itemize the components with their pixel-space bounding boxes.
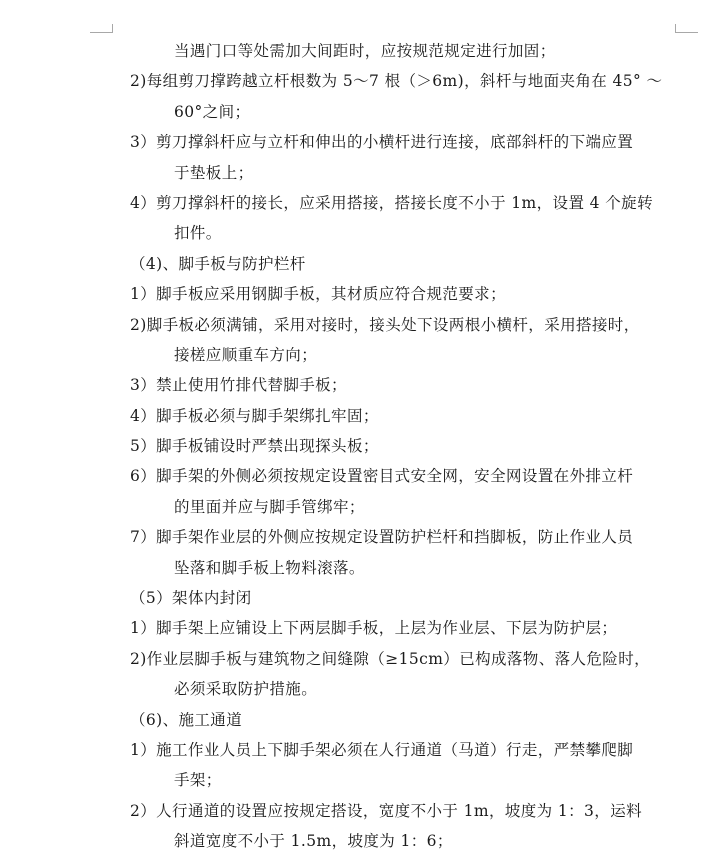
margin-corner-mark-right xyxy=(675,24,698,33)
list-item-line: 1）脚手板应采用钢脚手板，其材质应符合规范要求； xyxy=(130,285,506,304)
paragraph-line: 当遇门口等处需加大间距时，应按规范规定进行加固； xyxy=(174,42,556,60)
paragraph-line: 斜道宽度不小于 1.5m，坡度为 1：6； xyxy=(174,832,453,851)
paragraph-line: 必须采取防护措施。 xyxy=(174,680,318,699)
document-body xyxy=(112,36,692,857)
paragraph-line: 60°之间； xyxy=(174,102,251,121)
list-item-line: 2）人行通道的设置应按规定搭设，宽度不小于 1m，坡度为 1：3，运料 xyxy=(130,801,642,820)
list-item-line: 5）脚手板铺设时严禁出现探头板； xyxy=(130,437,379,456)
list-item-line: 7）脚手架作业层的外侧应按规定设置防护栏杆和挡脚板，防止作业人员 xyxy=(130,528,634,547)
list-item-line: 2)脚手板必须满铺，采用对接时，接头处下设两根小横杆，采用搭接时， xyxy=(130,315,640,334)
list-item-line: 3）剪刀撑斜杆应与立杆和伸出的小横杆进行连接，底部斜杆的下端应置 xyxy=(130,133,634,152)
margin-corner-mark-left xyxy=(90,24,113,33)
section-heading: （6)、施工通道 xyxy=(130,710,243,729)
paragraph-line: 坠落和脚手板上物料滚落。 xyxy=(174,558,365,577)
paragraph-line: 手架； xyxy=(174,771,222,790)
list-item-line: 2)每组剪刀撑跨越立杆根数为 5～7 根（＞6m)，斜杆与地面夹角在 45° ～ xyxy=(130,72,663,91)
paragraph-line: 的里面并应与脚手管绑牢； xyxy=(174,497,365,516)
paragraph-line: 接槎应顺重车方向； xyxy=(174,345,318,364)
list-item-line: 1）施工作业人员上下脚手架必须在人行通道（马道）行走，严禁攀爬脚 xyxy=(130,740,634,759)
list-item-line: 6）脚手架的外侧必须按规定设置密目式安全网，安全网设置在外排立杆 xyxy=(130,467,634,486)
list-item-line: 1）脚手架上应铺设上下两层脚手板，上层为作业层、下层为防护层； xyxy=(130,619,618,638)
section-heading: （4)、脚手板与防护栏杆 xyxy=(130,254,306,273)
list-item-line: 2)作业层脚手板与建筑物之间缝隙（≥15cm）已构成落物、落人危险时， xyxy=(130,649,650,668)
paragraph-line: 扣件。 xyxy=(174,224,222,243)
section-heading: （5）架体内封闭 xyxy=(130,589,252,608)
list-item-line: 4）脚手板必须与脚手架绑扎牢固； xyxy=(130,406,379,425)
paragraph-line: 于垫板上； xyxy=(174,163,254,182)
list-item-line: 4）剪刀撑斜杆的接长，应采用搭接，搭接长度不小于 1m，设置 4 个旋转 xyxy=(130,193,653,212)
list-item-line: 3）禁止使用竹排代替脚手板； xyxy=(130,376,347,395)
